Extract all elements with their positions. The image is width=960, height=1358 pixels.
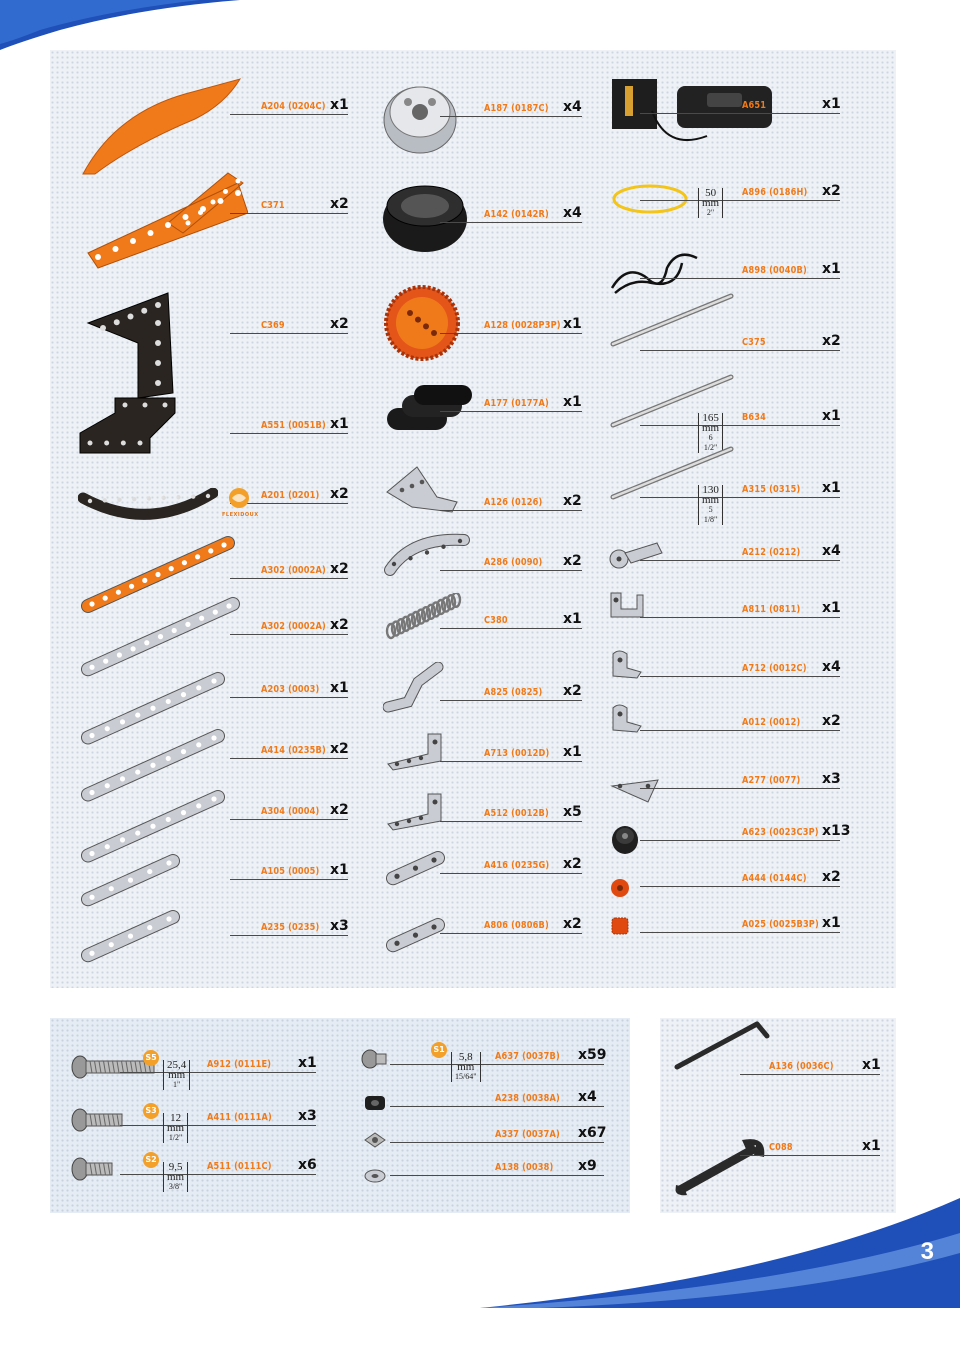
angle-bracket-icon xyxy=(607,700,647,740)
part-quantity: x1 xyxy=(822,480,841,496)
part-code: A444 (0144C) xyxy=(742,873,807,884)
leader-line xyxy=(230,697,348,698)
dimension-sub: 6 1/2" xyxy=(703,433,718,452)
leader-line xyxy=(640,278,840,279)
double-bracket-icon xyxy=(607,587,647,627)
orange-gear-icon xyxy=(382,283,462,368)
part-code: A825 (0825) xyxy=(484,687,543,698)
part-quantity: x9 xyxy=(578,1158,597,1174)
part-code: A411 (0111A) xyxy=(207,1112,272,1123)
part-code: A238 (0038A) xyxy=(495,1093,560,1104)
part-code: A286 (0090) xyxy=(484,557,543,568)
part-code: A126 (0126) xyxy=(484,497,543,508)
leader-line xyxy=(440,333,582,334)
axle-rod-icon xyxy=(607,290,737,355)
part-code: A136 (0036C) xyxy=(769,1061,834,1072)
leader-line xyxy=(640,617,840,618)
dimension-label xyxy=(163,1060,190,1090)
screws-panel xyxy=(50,1018,630,1213)
part-code: A414 (0235B) xyxy=(261,745,326,756)
part-code: A511 (0111C) xyxy=(207,1161,272,1172)
part-code: A203 (0003) xyxy=(261,684,320,695)
part-code: A128 (0028P3P) xyxy=(484,320,561,331)
part-quantity: x2 xyxy=(330,486,349,502)
leader-line xyxy=(640,425,840,426)
part-quantity: x2 xyxy=(822,713,841,729)
leader-line xyxy=(640,350,840,351)
dimension-sub: 15/64" xyxy=(455,1072,477,1081)
dimension-sub: 1/2" xyxy=(168,1133,183,1142)
screw-size-badge: S2 xyxy=(143,1152,159,1168)
dimension-sub: 2" xyxy=(706,208,715,217)
part-code: A512 (0012B) xyxy=(484,808,549,819)
silver-angle-bracket-icon xyxy=(383,786,448,836)
silver-strip-short-icon xyxy=(78,851,183,914)
leader-line xyxy=(640,560,840,561)
dimension-label xyxy=(451,1052,481,1082)
part-quantity: x59 xyxy=(578,1047,607,1063)
part-quantity: x4 xyxy=(563,205,582,221)
spanner-icon xyxy=(672,1135,772,1205)
leader-line xyxy=(230,114,348,115)
dimension-main: 5,8 mm xyxy=(457,1051,475,1073)
orange-pinion-icon xyxy=(608,914,633,944)
leader-line xyxy=(230,213,348,214)
black-tyre-icon xyxy=(380,174,470,259)
part-quantity: x2 xyxy=(563,553,582,569)
leader-line xyxy=(440,222,582,223)
part-quantity: x1 xyxy=(862,1138,881,1154)
part-quantity: x2 xyxy=(330,802,349,818)
part-code: A337 (0037A) xyxy=(495,1129,560,1140)
leader-line xyxy=(640,932,840,933)
part-code: C375 xyxy=(742,337,766,348)
leader-line xyxy=(230,578,348,579)
part-code: A302 (0002A) xyxy=(261,565,326,576)
leader-line xyxy=(230,935,348,936)
part-quantity: x2 xyxy=(563,916,582,932)
leader-line xyxy=(440,411,582,412)
angle-bracket-icon xyxy=(607,646,647,686)
part-quantity: x1 xyxy=(563,611,582,627)
part-quantity: x4 xyxy=(563,99,582,115)
leader-line xyxy=(390,1142,604,1143)
black-bracket-icon xyxy=(78,283,198,408)
leader-line xyxy=(740,1074,880,1075)
part-quantity: x2 xyxy=(330,617,349,633)
part-code: A201 (0201) xyxy=(261,490,320,501)
leader-line xyxy=(440,873,582,874)
screw-size-badge: S1 xyxy=(431,1042,447,1058)
leader-line xyxy=(120,1174,316,1175)
part-quantity: x2 xyxy=(330,561,349,577)
part-quantity: x1 xyxy=(822,600,841,616)
dimension-main: 50 mm xyxy=(702,187,720,209)
dimension-main: 12 mm xyxy=(167,1112,185,1134)
part-quantity: x2 xyxy=(822,869,841,885)
leader-line xyxy=(390,1175,604,1176)
dimension-main: 165 mm xyxy=(702,412,720,434)
leader-line xyxy=(440,570,582,571)
part-code: C369 xyxy=(261,320,285,331)
part-quantity: x1 xyxy=(563,394,582,410)
washer-icon xyxy=(362,1166,388,1191)
silver-offset-bracket-icon xyxy=(383,662,448,722)
dimension-main: 130 mm xyxy=(702,484,720,506)
part-quantity: x4 xyxy=(822,543,841,559)
leader-line xyxy=(440,510,582,511)
part-code: A315 (0315) xyxy=(742,484,801,495)
leader-line xyxy=(440,116,582,117)
part-quantity: x2 xyxy=(330,316,349,332)
square-nut-icon xyxy=(362,1130,388,1155)
crank-handle-icon xyxy=(607,533,672,578)
orange-triangle-frame-icon xyxy=(78,153,248,278)
part-code: A712 (0012C) xyxy=(742,663,807,674)
part-quantity: x2 xyxy=(563,683,582,699)
part-quantity: x3 xyxy=(822,771,841,787)
yellow-band-icon xyxy=(610,182,690,222)
wheel-hub-icon xyxy=(380,80,460,160)
medium-screw-icon xyxy=(70,1105,130,1140)
part-quantity: x2 xyxy=(563,856,582,872)
part-code: A235 (0235) xyxy=(261,922,320,933)
part-quantity: x3 xyxy=(330,918,349,934)
dimension-main: 25,4 mm xyxy=(167,1059,187,1081)
part-code: A142 (0142R) xyxy=(484,209,549,220)
tiny-screw-icon xyxy=(360,1047,390,1077)
part-code: A105 (0005) xyxy=(261,866,320,877)
part-quantity: x5 xyxy=(563,804,582,820)
leader-line xyxy=(230,333,348,334)
leader-line xyxy=(390,1106,604,1107)
part-quantity: x67 xyxy=(578,1125,607,1141)
part-quantity: x1 xyxy=(330,97,349,113)
part-quantity: x2 xyxy=(330,741,349,757)
leader-line xyxy=(230,634,348,635)
part-quantity: x4 xyxy=(822,659,841,675)
part-code: A012 (0012) xyxy=(742,717,801,728)
part-code: A912 (0111E) xyxy=(207,1059,272,1070)
leader-line xyxy=(640,730,840,731)
part-code: A177 (0177A) xyxy=(484,398,549,409)
part-code: A896 (0186H) xyxy=(742,187,808,198)
part-quantity: x13 xyxy=(822,823,851,839)
part-quantity: x2 xyxy=(563,493,582,509)
part-quantity: x3 xyxy=(298,1108,317,1124)
part-quantity: x1 xyxy=(822,96,841,112)
screw-size-badge: S5 xyxy=(143,1050,159,1066)
leader-line xyxy=(640,788,840,789)
part-quantity: x1 xyxy=(330,680,349,696)
silver-curved-strip-icon xyxy=(382,532,472,582)
part-code: A806 (0806B) xyxy=(484,920,549,931)
black-nut-icon xyxy=(362,1093,388,1118)
hex-key-icon xyxy=(672,1012,772,1077)
dimension-sub: 3/8" xyxy=(168,1182,183,1191)
part-quantity: x1 xyxy=(822,408,841,424)
leader-line xyxy=(120,1125,316,1126)
part-quantity: x6 xyxy=(298,1157,317,1173)
leader-line xyxy=(230,758,348,759)
dimension-sub: 5 1/8" xyxy=(703,505,718,524)
leader-line xyxy=(440,933,582,934)
part-code: A138 (0038) xyxy=(495,1162,554,1173)
part-quantity: x1 xyxy=(330,416,349,432)
part-code: A898 (0040B) xyxy=(742,265,807,276)
screw-size-badge: S3 xyxy=(143,1103,159,1119)
dimension-label xyxy=(163,1113,188,1143)
leader-line xyxy=(440,821,582,822)
orange-collar-icon xyxy=(608,876,633,906)
part-code: A302 (0002A) xyxy=(261,621,326,632)
silver-small-strip-icon xyxy=(383,915,448,960)
part-code: A713 (0012D) xyxy=(484,748,550,759)
dimension-label xyxy=(698,188,723,218)
part-code: A212 (0212) xyxy=(742,547,801,558)
part-quantity: x1 xyxy=(563,316,582,332)
part-quantity: x4 xyxy=(578,1089,597,1105)
part-code: A637 (0037B) xyxy=(495,1051,560,1062)
dimension-label xyxy=(163,1162,188,1192)
leader-line xyxy=(640,113,840,114)
silver-corner-bracket-icon xyxy=(382,462,462,522)
part-quantity: x1 xyxy=(330,862,349,878)
part-quantity: x2 xyxy=(822,183,841,199)
flexidoux-logo-text: FLEXIDOUX xyxy=(222,512,259,518)
short-screw-icon xyxy=(70,1154,120,1189)
leader-line xyxy=(640,886,840,887)
leader-line xyxy=(640,840,840,841)
triangle-plate-icon xyxy=(608,776,668,811)
part-quantity: x1 xyxy=(822,261,841,277)
part-code: B634 xyxy=(742,412,767,423)
part-code: A416 (0235G) xyxy=(484,860,550,871)
part-quantity: x2 xyxy=(822,333,841,349)
part-code: A651 xyxy=(742,100,767,111)
leader-line xyxy=(120,1072,316,1073)
part-code: A025 (0025B3P) xyxy=(742,919,819,930)
silver-small-strip-icon xyxy=(383,848,448,893)
part-quantity: x1 xyxy=(298,1055,317,1071)
leader-line xyxy=(230,433,348,434)
part-code: A277 (0077) xyxy=(742,775,801,786)
part-code: C380 xyxy=(484,615,508,626)
leader-line xyxy=(640,497,840,498)
leader-line xyxy=(230,879,348,880)
part-quantity: x2 xyxy=(330,196,349,212)
flexidoux-logo xyxy=(222,486,259,522)
leader-line xyxy=(640,200,840,201)
part-code: C088 xyxy=(769,1142,793,1153)
black-u-plate-icon xyxy=(75,393,185,468)
part-code: A551 (0051B) xyxy=(261,420,326,431)
motor-battery-box-icon xyxy=(607,71,777,161)
part-code: A304 (0004) xyxy=(261,806,320,817)
leader-line xyxy=(440,628,582,629)
dimension-main: 9,5 mm xyxy=(167,1161,185,1183)
part-code: A187 (0187C) xyxy=(484,103,549,114)
dimension-label xyxy=(698,485,723,525)
leader-line xyxy=(440,761,582,762)
silver-angle-bracket-icon xyxy=(383,726,448,776)
silver-strip-short-icon xyxy=(78,907,183,970)
part-quantity: x1 xyxy=(862,1057,881,1073)
part-code: A204 (0204C) xyxy=(261,101,326,112)
leader-line xyxy=(440,700,582,701)
part-quantity: x1 xyxy=(563,744,582,760)
silver-spring-icon xyxy=(383,593,468,648)
leader-line xyxy=(640,676,840,677)
part-quantity: x1 xyxy=(822,915,841,931)
top-corner-decoration xyxy=(0,0,240,50)
part-code: C371 xyxy=(261,200,285,211)
page-number: 3 xyxy=(920,1238,934,1265)
black-tracks-icon xyxy=(382,383,477,443)
black-collar-icon xyxy=(608,822,643,862)
leader-line xyxy=(390,1064,604,1065)
leader-line xyxy=(740,1155,880,1156)
leader-line xyxy=(230,819,348,820)
part-code: A623 (0023C3P) xyxy=(742,827,819,838)
dimension-sub: 1" xyxy=(172,1080,181,1089)
part-code: A811 (0811) xyxy=(742,604,801,615)
